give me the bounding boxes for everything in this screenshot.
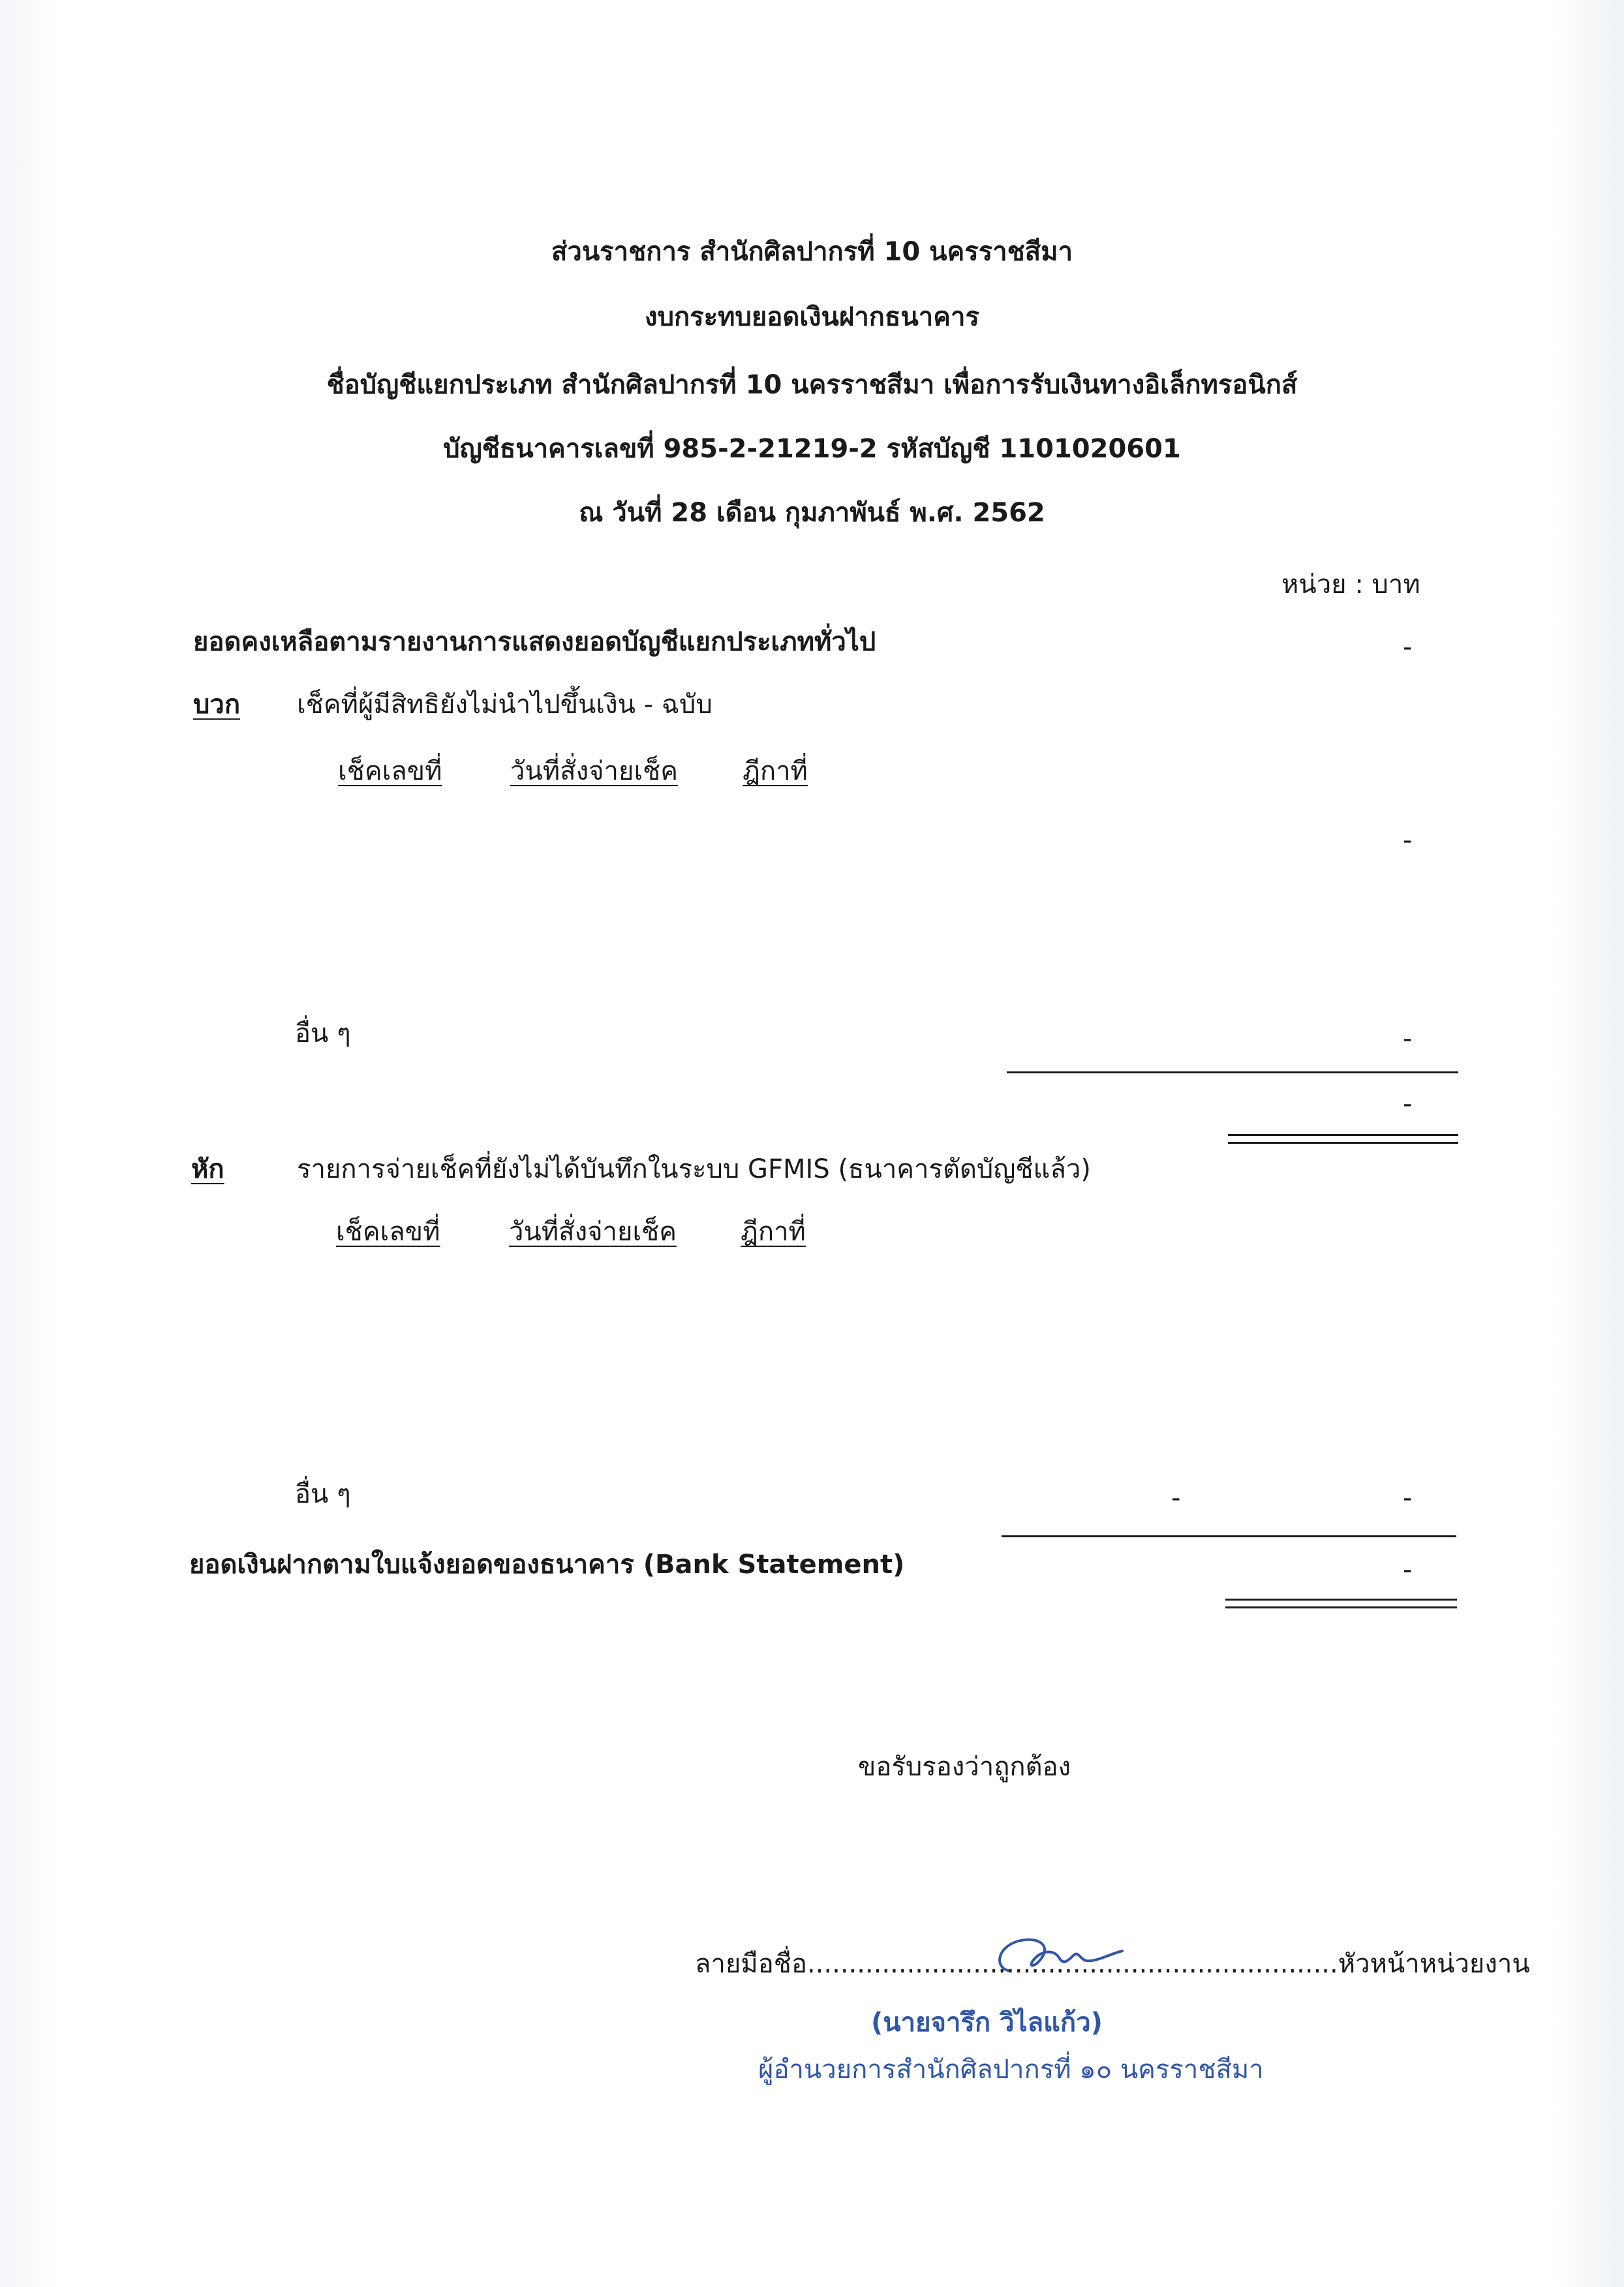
- handwritten-signature: [982, 1922, 1132, 1987]
- header-account-name: ชื่อบัญชีแยกประเภท สำนักศิลปากรที่ 10 นครราชสีมา เพื่อการรับเงินทางอิเล็กทรอนิกส์: [326, 370, 1298, 400]
- add-col-check-date: วันที่สั่งจ่ายเช็ค: [510, 756, 679, 786]
- deduct-label: หัก: [191, 1154, 224, 1184]
- signature-title: หัวหน้าหน่วยงาน: [1338, 1949, 1530, 1979]
- signer-position: ผู้อำนวยการสำนักศิลปากรที่ ๑๐ นครราชสีมา: [758, 2055, 1264, 2085]
- add-double-rule-bottom: [1228, 1142, 1458, 1144]
- header-agency: ส่วนราชการ สำนักศิลปากรที่ 10 นครราชสีมา: [551, 237, 1073, 267]
- signature-label: ลายมือชื่อ: [695, 1949, 807, 1979]
- add-other-amount: -: [1403, 1024, 1413, 1054]
- bank-double-rule-top: [1225, 1599, 1457, 1601]
- header-account-number: บัญชีธนาคารเลขที่ 985-2-21219-2 รหัสบัญชี 1101020601: [443, 434, 1181, 464]
- header-date: ณ วันที่ 28 เดือน กุมภาพันธ์ พ.ศ. 2562: [579, 498, 1045, 528]
- deduct-other-label: อื่น ๆ: [295, 1479, 351, 1509]
- add-subtotal: -: [1403, 825, 1413, 855]
- bank-balance-amount: -: [1403, 1555, 1413, 1585]
- ledger-balance-amount: -: [1403, 632, 1413, 662]
- deduct-col-check-no: เช็คเลขที่: [336, 1217, 440, 1247]
- deduct-col-check-date: วันที่สั่งจ่ายเช็ค: [509, 1217, 677, 1247]
- add-double-rule-top: [1228, 1134, 1458, 1136]
- signer-name: (นายจารึก วิไลแก้ว): [871, 2008, 1103, 2038]
- deduct-other-amount-right: -: [1403, 1483, 1413, 1513]
- deduct-other-amount-left: -: [1171, 1483, 1181, 1513]
- ledger-balance-label: ยอดคงเหลือตามรายงานการแสดงยอดบัญชีแยกประเภททั่วไป: [193, 627, 876, 657]
- bank-double-rule-bottom: [1225, 1606, 1457, 1608]
- deduct-description: รายการจ่ายเช็คที่ยังไม่ได้บันทึกในระบบ GFMIS (ธนาคารตัดบัญชีแล้ว): [297, 1154, 1091, 1184]
- add-label: บวก: [193, 690, 241, 720]
- certification-text: ขอรับรองว่าถูกต้อง: [858, 1752, 1071, 1782]
- add-total: -: [1403, 1089, 1413, 1119]
- header-title: งบกระทบยอดเงินฝากธนาคาร: [645, 302, 979, 332]
- add-description: เช็คที่ผู้มีสิทธิยังไม่นำไปขึ้นเงิน - ฉบับ: [297, 690, 712, 720]
- add-sum-rule: [1007, 1071, 1458, 1073]
- unit-label: หน่วย : บาท: [1281, 570, 1420, 600]
- bank-balance-label: ยอดเงินฝากตามใบแจ้งยอดของธนาคาร (Bank Statement): [189, 1550, 905, 1580]
- deduct-col-voucher: ฎีกาที่: [741, 1217, 806, 1247]
- signature-dots: ................................................................: [806, 1949, 1338, 1979]
- add-col-voucher: ฎีกาที่: [743, 756, 808, 786]
- add-other-label: อื่น ๆ: [295, 1019, 351, 1049]
- add-col-check-no: เช็คเลขที่: [338, 756, 442, 786]
- deduct-sum-rule: [1002, 1535, 1456, 1537]
